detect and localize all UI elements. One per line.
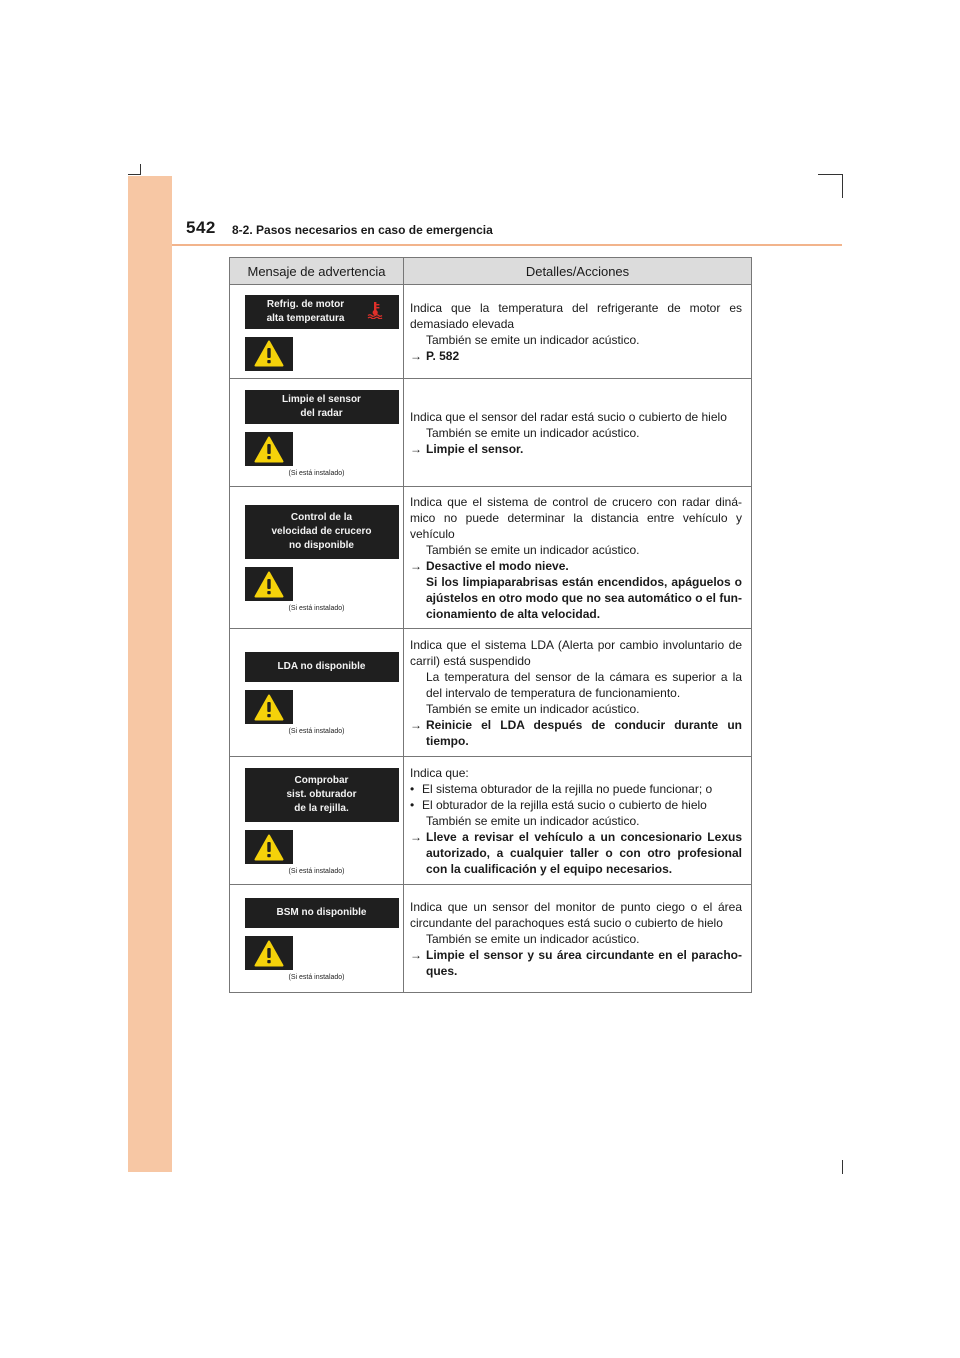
bullet-text: El sistema obturador de la rejilla no puede funcionar; o: [422, 781, 713, 796]
details-note: También se emite un indicador acústico.: [426, 542, 640, 557]
warning-triangle-icon: [254, 571, 284, 598]
message-cell: [230, 379, 404, 487]
page-number: 542: [186, 218, 216, 237]
message-cell: [230, 487, 404, 629]
action-line: [410, 348, 742, 364]
details-cell: [404, 757, 752, 885]
table-row: [230, 757, 752, 885]
master-warning-light: [245, 690, 293, 724]
master-warning-light: [245, 337, 293, 371]
column-header-message: Mensaje de advertencia: [230, 258, 404, 285]
table-row: [230, 487, 752, 629]
banner-text: Refrig. de motor alta temperatura: [266, 298, 345, 324]
header-rule: [172, 244, 842, 246]
warning-message-banner: [245, 390, 399, 424]
action-text: Reinicie el LDA después de conducir durante un tiempo.: [426, 717, 742, 748]
details-note: También se emite un indicador acústico.: [426, 813, 640, 828]
message-cell: [230, 885, 404, 993]
action-line: [410, 829, 742, 877]
action-text: P. 582: [426, 348, 460, 363]
details-lead: Indica que el sistema LDA (Alerta por cambio involuntario de carril) está suspendido: [410, 637, 742, 668]
warning-triangle-icon: [254, 834, 284, 861]
action-line: [410, 441, 742, 457]
coolant-temperature-icon: [367, 301, 383, 319]
warning-triangle-icon: [254, 694, 284, 721]
installed-note: (Si está instalado): [288, 470, 345, 477]
message-cell: [230, 757, 404, 885]
action-text: Desactive el modo nieve.: [426, 558, 569, 573]
action-line: [410, 717, 742, 749]
crop-mark: [818, 174, 842, 175]
master-warning-light: [245, 936, 293, 970]
bullet-mark: •: [410, 781, 415, 796]
details-lead: Indica que el sistema de control de crucero con radar diná-mico no puede determinar la distancia entre vehículo y vehículo: [410, 494, 742, 541]
arrow-icon: →: [410, 558, 422, 573]
table-row: [230, 885, 752, 993]
action-text: Lleve a revisar el vehículo a un concesionario Lexus autorizado, a cualquier taller o con otro profesional con la cualificación y el equipo necesarios.: [426, 829, 742, 876]
bullet-mark: •: [410, 797, 415, 812]
details-note: La temperatura del sensor de la cámara es superior a la del intervalo de temperatura de funcionamiento.: [426, 669, 742, 700]
side-color-strip: [128, 176, 172, 1172]
details-cell: [404, 487, 752, 629]
details-cell: [404, 885, 752, 993]
installed-note: (Si está instalado): [288, 974, 345, 981]
warning-triangle-icon: [254, 340, 284, 367]
warning-message-banner: [245, 652, 399, 682]
action-line: [410, 558, 742, 574]
table-row: [230, 285, 752, 379]
table-row: [230, 379, 752, 487]
crop-mark: [842, 1160, 843, 1174]
master-warning-light: [245, 567, 293, 601]
crop-mark: [140, 164, 141, 175]
action-text: Limpie el sensor.: [426, 441, 524, 456]
details-cell: [404, 285, 752, 379]
warning-message-banner: [245, 898, 399, 928]
arrow-icon: →: [410, 717, 422, 732]
warning-triangle-icon: [254, 940, 284, 967]
details-bullet: [410, 781, 742, 797]
warning-message-banner: [245, 768, 399, 822]
action-extra: Si los limpiaparabrisas están encendidos, apáguelos o ajústelos en otro modo que no sea automático o el fun-cionamiento de alta velocidad.: [426, 574, 742, 621]
details-note: También se emite un indicador acústico.: [426, 931, 640, 946]
column-header-details: Detalles/Acciones: [404, 258, 752, 285]
details-lead: Indica que el sensor del radar está sucio o cubierto de hielo: [410, 409, 727, 424]
banner-text: Comprobar sist. obturador de la rejilla.: [286, 775, 357, 814]
details-cell: [404, 629, 752, 757]
bullet-text: El obturador de la rejilla está sucio o cubierto de hielo: [422, 797, 707, 812]
arrow-icon: →: [410, 441, 422, 456]
details-note: También se emite un indicador acústico.: [426, 701, 640, 716]
table-row: [230, 629, 752, 757]
action-text: Limpie el sensor y su área circundante en el paracho-ques.: [426, 947, 742, 978]
arrow-icon: →: [410, 348, 422, 363]
installed-note: (Si está instalado): [288, 605, 345, 612]
master-warning-light: [245, 830, 293, 864]
banner-text: BSM no disponible: [276, 907, 367, 918]
banner-text: Limpie el sensor del radar: [282, 394, 361, 419]
installed-note: (Si está instalado): [288, 728, 345, 735]
arrow-icon: →: [410, 947, 422, 962]
details-bullet: [410, 797, 742, 813]
banner-text: LDA no disponible: [277, 661, 366, 672]
warning-message-banner: [245, 295, 399, 329]
banner-text: Control de la velocidad de crucero no disponible: [271, 512, 372, 551]
section-title: 8-2. Pasos necesarios en caso de emergencia: [232, 223, 493, 237]
warning-messages-table: [229, 257, 752, 993]
details-lead: Indica que la temperatura del refrigerante de motor es demasiado elevada: [410, 300, 742, 331]
details-note: También se emite un indicador acústico.: [426, 425, 640, 440]
master-warning-light: [245, 432, 293, 466]
arrow-icon: →: [410, 829, 422, 844]
details-lead: Indica que:: [410, 765, 469, 780]
message-cell: [230, 285, 404, 379]
installed-note: (Si está instalado): [288, 868, 345, 875]
action-line: [410, 947, 742, 979]
details-note: También se emite un indicador acústico.: [426, 332, 640, 347]
details-cell: [404, 379, 752, 487]
warning-message-banner: [245, 505, 399, 559]
details-lead: Indica que un sensor del monitor de punto ciego o el área circundante del parachoques está sucio o cubierto de hielo: [410, 899, 742, 930]
table-header-row: [230, 258, 752, 285]
crop-mark: [842, 174, 843, 198]
warning-triangle-icon: [254, 436, 284, 463]
message-cell: [230, 629, 404, 757]
